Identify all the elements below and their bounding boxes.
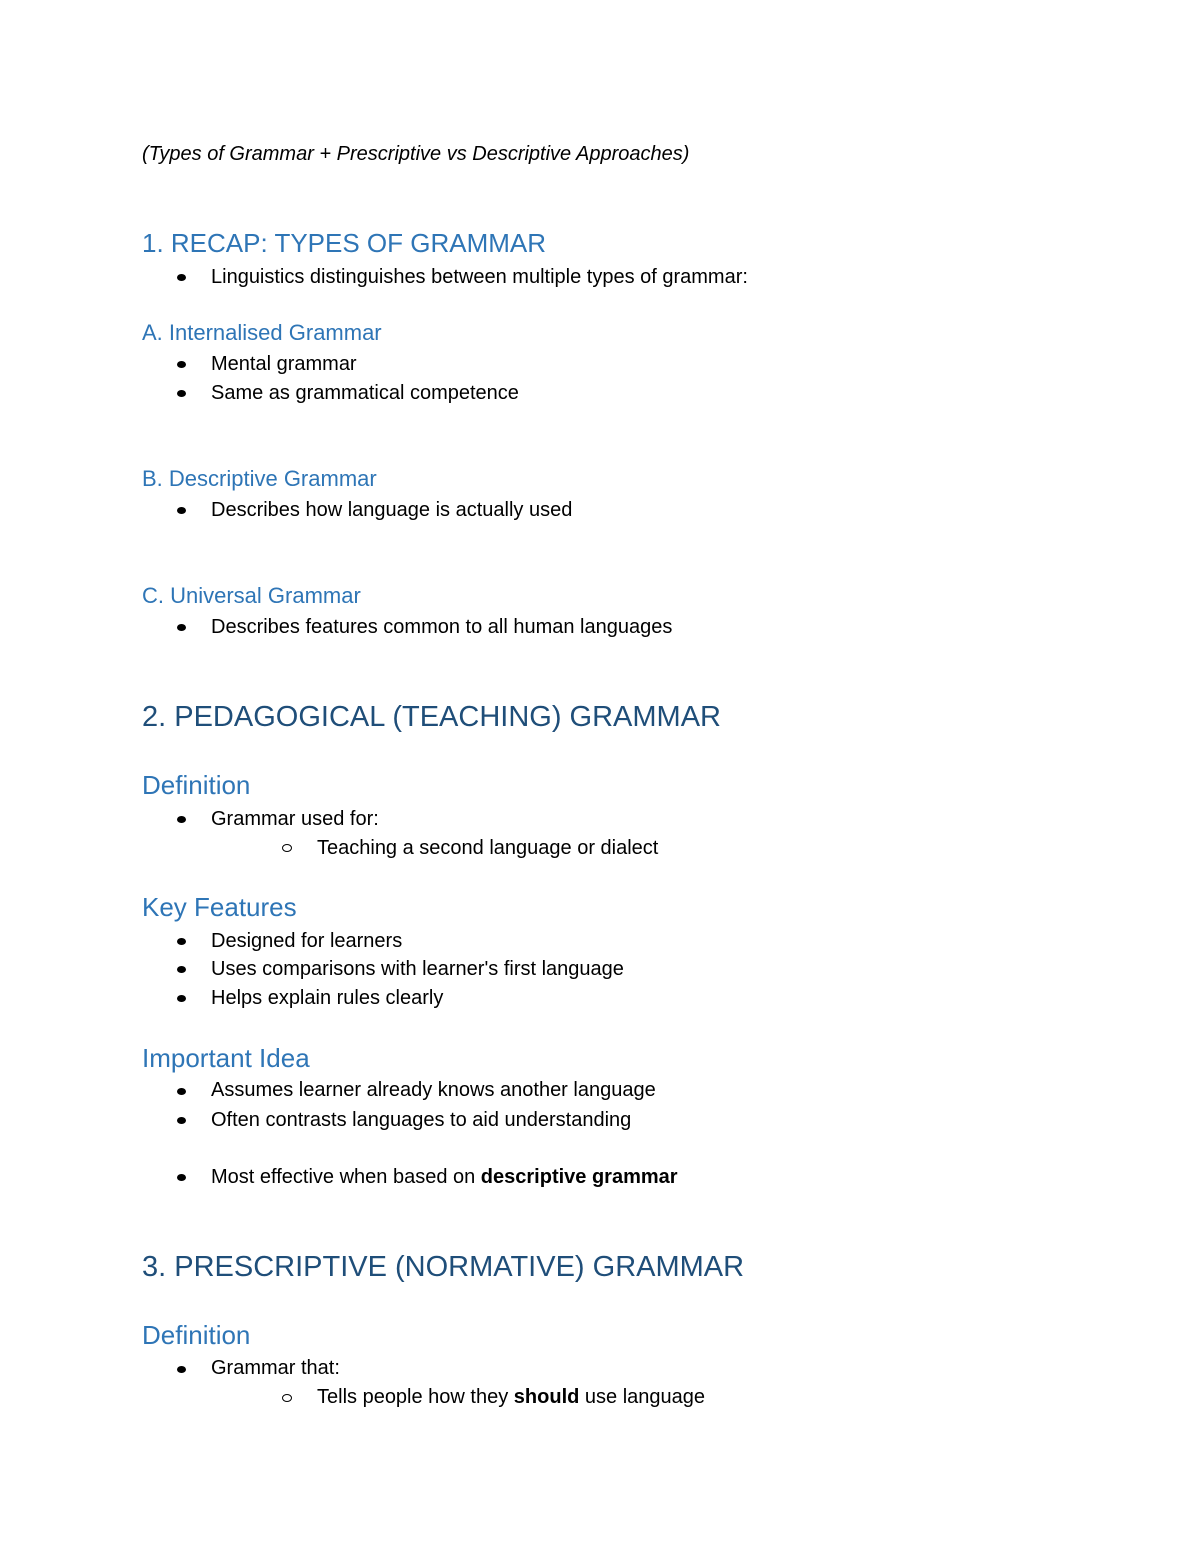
bullet-icon bbox=[177, 816, 186, 823]
definition-heading: Definition bbox=[142, 1320, 251, 1350]
bullet-icon bbox=[177, 507, 186, 514]
sub-list-item-text: use language bbox=[579, 1386, 706, 1408]
emphasis-text: descriptive grammar bbox=[480, 1166, 678, 1188]
bullet-icon bbox=[177, 1174, 186, 1181]
list-item-text: Most effective when based on bbox=[211, 1166, 481, 1188]
list-item: Often contrasts languages to aid understanding bbox=[211, 1109, 632, 1131]
key-features-heading: Key Features bbox=[142, 892, 297, 922]
sub-list-item bbox=[317, 1384, 705, 1410]
bullet-icon bbox=[177, 1088, 186, 1095]
document-subtitle: (Types of Grammar + Prescriptive vs Descriptive Approaches) bbox=[142, 143, 690, 165]
sub-list-item-text: Tells people how they bbox=[317, 1386, 514, 1408]
sub-list-item: Teaching a second language or dialect bbox=[317, 837, 659, 859]
list-item: Helps explain rules clearly bbox=[211, 987, 444, 1009]
bullet-icon bbox=[177, 938, 186, 945]
section-1-heading: 1. RECAP: TYPES OF GRAMMAR bbox=[142, 228, 547, 258]
list-item: Grammar used for: bbox=[211, 808, 379, 830]
bullet-icon bbox=[177, 274, 186, 281]
bullet-icon bbox=[177, 361, 186, 368]
list-item: Designed for learners bbox=[211, 930, 403, 952]
section-2-heading: 2. PEDAGOGICAL (TEACHING) GRAMMAR bbox=[142, 701, 721, 733]
subsection-c-heading: C. Universal Grammar bbox=[142, 583, 361, 608]
list-item: Grammar that: bbox=[211, 1357, 340, 1379]
list-item: Uses comparisons with learner's first language bbox=[211, 958, 624, 980]
bullet-icon bbox=[177, 995, 186, 1002]
hollow-bullet-icon bbox=[282, 1394, 292, 1402]
list-item: Describes how language is actually used bbox=[211, 499, 573, 521]
list-item bbox=[211, 1164, 678, 1190]
bullet-icon bbox=[177, 966, 186, 973]
list-item: Linguistics distinguishes between multiple types of grammar: bbox=[211, 266, 748, 288]
bullet-icon bbox=[177, 1366, 186, 1373]
bullet-icon bbox=[177, 390, 186, 397]
definition-heading: Definition bbox=[142, 770, 251, 800]
subsection-a-heading: A. Internalised Grammar bbox=[142, 320, 382, 345]
bullet-icon bbox=[177, 624, 186, 631]
list-item: Mental grammar bbox=[211, 353, 357, 375]
bullet-icon bbox=[177, 1117, 186, 1124]
emphasis-text: should bbox=[513, 1386, 580, 1408]
subsection-b-heading: B. Descriptive Grammar bbox=[142, 466, 377, 491]
list-item: Same as grammatical competence bbox=[211, 382, 519, 404]
section-3-heading: 3. PRESCRIPTIVE (NORMATIVE) GRAMMAR bbox=[142, 1251, 745, 1283]
important-idea-heading: Important Idea bbox=[142, 1043, 310, 1073]
hollow-bullet-icon bbox=[282, 844, 292, 852]
list-item: Describes features common to all human languages bbox=[211, 616, 673, 638]
list-item: Assumes learner already knows another language bbox=[211, 1079, 656, 1101]
